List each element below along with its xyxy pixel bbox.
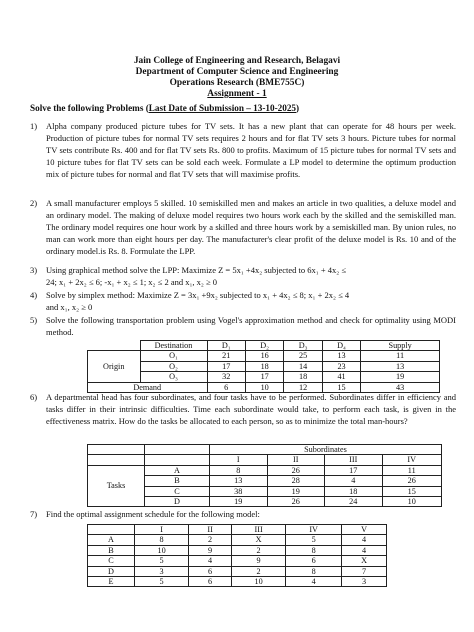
question-number: 1) bbox=[30, 121, 38, 131]
table-cell: 8 bbox=[286, 566, 342, 576]
header-cell: D₄ bbox=[322, 341, 360, 351]
question-line: 24; x₁ + 2x₂ ≤ 6; -x₁ + x₂ ≤ 1; x₂ ≤ 2 and x₁, x₂ ≥ 0 bbox=[46, 277, 218, 288]
table-cell: 24 bbox=[325, 497, 383, 507]
header-cell: I bbox=[135, 525, 189, 535]
table-cell: 2 bbox=[232, 566, 286, 576]
table-row bbox=[88, 465, 442, 475]
table-cell: 9 bbox=[232, 556, 286, 566]
table-cell: 12 bbox=[284, 382, 322, 392]
header-cell: II bbox=[267, 455, 325, 465]
question-text bbox=[46, 289, 456, 313]
question-1 bbox=[30, 120, 456, 180]
table-cell: O₂ bbox=[140, 361, 207, 371]
question-line: Using graphical method solve the LPP: Maximize Z = 5x₁ +4x₂ subjected to 6x₁ + 4x₂ ≤ bbox=[46, 265, 347, 275]
question-text bbox=[46, 264, 456, 288]
question-5 bbox=[30, 314, 456, 338]
table-cell: C bbox=[88, 556, 135, 566]
table-cell: 5 bbox=[135, 556, 189, 566]
table-cell: 26 bbox=[382, 476, 442, 486]
question-4 bbox=[30, 289, 456, 313]
header-cell: I bbox=[210, 455, 268, 465]
instructions-lead: Solve the following Problems ( bbox=[30, 103, 149, 113]
table-cell: 17 bbox=[325, 465, 383, 475]
question-text: A departmental head has four subordinates, and four tasks have to be performed. Subordinates differ in efficiency and tasks differ in their intrinsic difficulties. Time each subordinate would take, to perform each task, is given in the effectiveness matrix. How do the tasks be allocated to each person, so as to minimize the total man-hours? bbox=[46, 392, 456, 427]
header-cell: II bbox=[189, 525, 232, 535]
question-number: 7) bbox=[30, 509, 38, 519]
table-cell: B bbox=[145, 476, 210, 486]
subordinates-header: Subordinates bbox=[210, 445, 442, 455]
question-number: 4) bbox=[30, 290, 38, 300]
table-cell: 3 bbox=[342, 577, 387, 587]
table-cell: 41 bbox=[322, 372, 360, 382]
question-number: 5) bbox=[30, 315, 38, 325]
table-cell: 43 bbox=[361, 382, 440, 392]
table-cell: 8 bbox=[286, 545, 342, 555]
table-cell: B bbox=[88, 545, 135, 555]
table-cell: 26 bbox=[267, 497, 325, 507]
instructions-tail: ) bbox=[296, 103, 300, 113]
table-cell: C bbox=[145, 486, 210, 496]
table-cell: 11 bbox=[361, 351, 440, 361]
table-cell: 13 bbox=[210, 476, 268, 486]
question-number: 6) bbox=[30, 392, 38, 402]
table-cell: 3 bbox=[135, 566, 189, 576]
header-cell: III bbox=[325, 455, 383, 465]
table-cell: 18 bbox=[245, 361, 283, 371]
course-name: Operations Research (BME755C) bbox=[169, 78, 305, 88]
table-cell: 10 bbox=[232, 577, 286, 587]
table-row bbox=[88, 361, 440, 371]
table-cell: 9 bbox=[189, 545, 232, 555]
table-header-row bbox=[88, 341, 440, 351]
table-cell: 18 bbox=[284, 372, 322, 382]
origin-label: Origin bbox=[88, 351, 141, 382]
table-cell: 10 bbox=[135, 545, 189, 555]
table-cell: 5 bbox=[135, 577, 189, 587]
table-cell: 6 bbox=[189, 566, 232, 576]
tasks-label: Tasks bbox=[88, 465, 145, 507]
table-cell: 28 bbox=[267, 476, 325, 486]
submission-deadline: Last Date of Submission – 13-10-2025 bbox=[148, 103, 297, 113]
table-cell: 6 bbox=[207, 382, 245, 392]
transportation-table bbox=[87, 340, 440, 393]
question-number: 2) bbox=[30, 198, 38, 208]
table-header-row bbox=[88, 445, 442, 455]
table-cell: 2 bbox=[232, 545, 286, 555]
assignment-title: Assignment - 1 bbox=[207, 89, 267, 99]
table-cell: 2 bbox=[189, 535, 232, 545]
college-name: Jain College of Engineering and Research, Belagavi bbox=[133, 56, 341, 66]
table-cell: E bbox=[88, 577, 135, 587]
table-cell: 8 bbox=[210, 465, 268, 475]
table-cell: 32 bbox=[207, 372, 245, 382]
table-cell: 19 bbox=[267, 486, 325, 496]
table-cell: 21 bbox=[207, 351, 245, 361]
table-cell: 4 bbox=[342, 535, 387, 545]
table-cell: D bbox=[145, 497, 210, 507]
table-cell: 19 bbox=[361, 372, 440, 382]
question-line: and x₁, x₂ ≥ 0 bbox=[46, 302, 93, 313]
table-cell: 6 bbox=[286, 556, 342, 566]
department-name: Department of Computer Science and Engineering bbox=[135, 67, 339, 77]
table-cell: X bbox=[232, 535, 286, 545]
table-cell: 25 bbox=[284, 351, 322, 361]
header-cell: D₂ bbox=[245, 341, 283, 351]
table-cell: 5 bbox=[286, 535, 342, 545]
table-cell: 4 bbox=[189, 556, 232, 566]
header-cell: D₁ bbox=[207, 341, 245, 351]
question-text: Alpha company produced picture tubes for TV sets. It has a new plant that can operate for 48 hours per week. Production of picture tubes for normal TV sets requires 2 hours and for flat TV sets 3 hours. Picture tubes for normal TV sets contribute Rs. 400 and for flat TV sets Rs. 800 to profits. Maximum of 15 picture tubes for normal TV sets and 10 picture tubes for flat TV sets can be sold each week. Formulate a LP model to determine the optimum production mix of picture tubes for normal and flat TV sets that will maximise profits. bbox=[46, 121, 456, 180]
table-cell: 10 bbox=[382, 497, 442, 507]
header-cell: V bbox=[342, 525, 387, 535]
table-cell: 15 bbox=[382, 486, 442, 496]
question-7 bbox=[30, 508, 456, 520]
table-row bbox=[88, 372, 440, 382]
question-text: Solve the following transportation problem using Vogel's approximation method and check for optimality using MODI method. bbox=[46, 315, 456, 338]
question-3 bbox=[30, 264, 456, 288]
question-2 bbox=[30, 197, 456, 257]
table-row bbox=[88, 351, 440, 361]
table-cell: 38 bbox=[210, 486, 268, 496]
table-cell: 11 bbox=[382, 465, 442, 475]
table-cell: A bbox=[145, 465, 210, 475]
table-header-row bbox=[88, 455, 442, 465]
table-cell: X bbox=[342, 556, 387, 566]
table-cell: 4 bbox=[342, 545, 387, 555]
table-cell: O₁ bbox=[140, 351, 207, 361]
table-cell: 19 bbox=[210, 497, 268, 507]
table-cell: O₃ bbox=[140, 372, 207, 382]
question-line: Solve by simplex method: Maximize Z = 3x₁ +9x₂ subjected to x₁ + 4x₂ ≤ 8; x₁ + 2x₂ ≤ 4 bbox=[46, 290, 350, 300]
header-cell: IV bbox=[286, 525, 342, 535]
table-row bbox=[88, 556, 387, 566]
table-cell: 6 bbox=[189, 577, 232, 587]
table-cell: 18 bbox=[325, 486, 383, 496]
header-cell: Supply bbox=[361, 341, 440, 351]
question-text: A small manufacturer employs 5 skilled. 10 semiskilled men and makes an article in two qualities, a deluxe model and an ordinary model. The making of deluxe model requires two hours work each by the skilled and the semiskilled man. The ordinary model requires one hour work by a skilled and three hours work by a semiskilled man. By union rules, no man can work more than eight hours per day. The manufacturer's clear profit of the deluxe model is Rs. 10 and of the ordinary model.is Rs. 8. Formulate the LPP. bbox=[46, 198, 456, 257]
table-cell: 26 bbox=[267, 465, 325, 475]
table-cell: A bbox=[88, 535, 135, 545]
table-cell: 4 bbox=[286, 577, 342, 587]
table-header-row bbox=[88, 525, 387, 535]
table-row bbox=[88, 545, 387, 555]
table-cell: 17 bbox=[245, 372, 283, 382]
table-cell: 13 bbox=[361, 361, 440, 371]
question-number: 3) bbox=[30, 265, 38, 275]
table-cell: 8 bbox=[135, 535, 189, 545]
header-cell: Destination bbox=[140, 341, 207, 351]
instructions bbox=[30, 103, 299, 113]
question-text: Find the optimal assignment schedule for the following model: bbox=[46, 509, 260, 519]
header-cell: III bbox=[232, 525, 286, 535]
table-cell: 10 bbox=[245, 382, 283, 392]
table-cell: 17 bbox=[207, 361, 245, 371]
header-cell: IV bbox=[382, 455, 442, 465]
table-cell: 23 bbox=[322, 361, 360, 371]
table-cell: 16 bbox=[245, 351, 283, 361]
table-row bbox=[88, 577, 387, 587]
effectiveness-matrix-table bbox=[87, 444, 442, 507]
question-6 bbox=[30, 391, 456, 427]
table-cell: 14 bbox=[284, 361, 322, 371]
table-cell: Demand bbox=[88, 382, 208, 392]
table-cell: 4 bbox=[325, 476, 383, 486]
header-cell: D₃ bbox=[284, 341, 322, 351]
table-row bbox=[88, 566, 387, 576]
table-cell: D bbox=[88, 566, 135, 576]
assignment-table bbox=[87, 524, 387, 587]
table-cell: 15 bbox=[322, 382, 360, 392]
table-cell: 13 bbox=[322, 351, 360, 361]
table-cell: 7 bbox=[342, 566, 387, 576]
table-row bbox=[88, 535, 387, 545]
